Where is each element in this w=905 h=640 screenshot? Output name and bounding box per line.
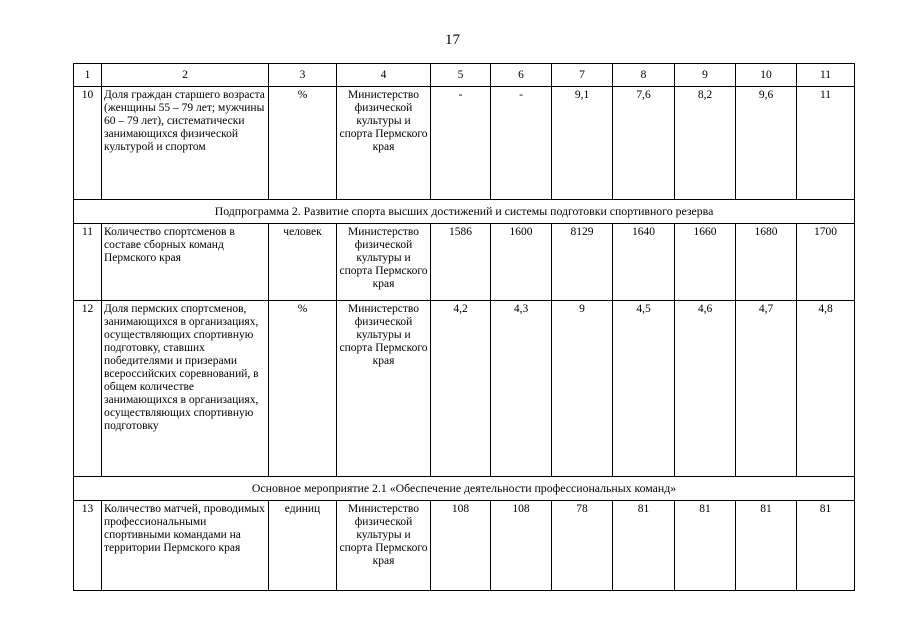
indicator-name: Доля пермских спортсменов, занимающихся в организациях, осуществляющих спортивную подготовку, ставших победителями и призерами всероссийских соревнований, в общем количестве занимающихся в организациях, осуществляющих спортивную подготовку — [102, 301, 269, 477]
table-row — [74, 224, 855, 301]
value-cell: 78 — [552, 501, 613, 591]
indicator-name: Количество матчей, проводимых профессиональными спортивными командами на территории Пермского края — [102, 501, 269, 591]
row-number: 13 — [74, 501, 102, 591]
header-cell: 3 — [269, 64, 337, 87]
table-row — [74, 301, 855, 477]
value-cell: 9 — [552, 301, 613, 477]
unit: человек — [269, 224, 337, 301]
section-row — [74, 200, 855, 224]
header-cell: 11 — [797, 64, 855, 87]
header-cell: 5 — [431, 64, 491, 87]
section-row — [74, 477, 855, 501]
value-cell: 108 — [491, 501, 552, 591]
value-cell: 8,2 — [675, 87, 736, 200]
indicator-name: Доля граждан старшего возраста (женщины 55 – 79 лет; мужчины 60 – 79 лет), систематически занимающихся физической культурой и спортом — [102, 87, 269, 200]
section-title: Подпрограмма 2. Развитие спорта высших достижений и системы подготовки спортивного резерва — [74, 200, 855, 224]
ministry: Министерство физической культуры и спорта Пермского края — [337, 224, 431, 301]
value-cell: 81 — [675, 501, 736, 591]
value-cell: 108 — [431, 501, 491, 591]
header-cell: 4 — [337, 64, 431, 87]
unit: % — [269, 301, 337, 477]
indicator-name: Количество спортсменов в составе сборных команд Пермского края — [102, 224, 269, 301]
value-cell: 81 — [613, 501, 675, 591]
value-cell: 1680 — [736, 224, 797, 301]
header-cell: 6 — [491, 64, 552, 87]
value-cell: 4,5 — [613, 301, 675, 477]
value-cell: 1660 — [675, 224, 736, 301]
unit: единиц — [269, 501, 337, 591]
indicators-table — [73, 63, 855, 591]
value-cell: 4,7 — [736, 301, 797, 477]
value-cell: - — [431, 87, 491, 200]
row-number: 11 — [74, 224, 102, 301]
ministry: Министерство физической культуры и спорта Пермского края — [337, 87, 431, 200]
value-cell: 9,1 — [552, 87, 613, 200]
value-cell: 4,8 — [797, 301, 855, 477]
value-cell: 81 — [797, 501, 855, 591]
ministry: Министерство физической культуры и спорта Пермского края — [337, 301, 431, 477]
value-cell: 9,6 — [736, 87, 797, 200]
table-row — [74, 87, 855, 200]
header-cell: 8 — [613, 64, 675, 87]
value-cell: 1600 — [491, 224, 552, 301]
value-cell: 11 — [797, 87, 855, 200]
header-row — [74, 64, 855, 87]
value-cell: 4,3 — [491, 301, 552, 477]
value-cell: 4,2 — [431, 301, 491, 477]
value-cell: 81 — [736, 501, 797, 591]
page-number: 17 — [445, 32, 460, 48]
row-number: 12 — [74, 301, 102, 477]
value-cell: - — [491, 87, 552, 200]
table-row — [74, 501, 855, 591]
value-cell: 7,6 — [613, 87, 675, 200]
value-cell: 1700 — [797, 224, 855, 301]
unit: % — [269, 87, 337, 200]
header-cell: 10 — [736, 64, 797, 87]
header-cell: 1 — [74, 64, 102, 87]
value-cell: 1586 — [431, 224, 491, 301]
header-cell: 7 — [552, 64, 613, 87]
ministry: Министерство физической культуры и спорта Пермского края — [337, 501, 431, 591]
header-cell: 2 — [102, 64, 269, 87]
section-title: Основное мероприятие 2.1 «Обеспечение деятельности профессиональных команд» — [74, 477, 855, 501]
value-cell: 8129 — [552, 224, 613, 301]
value-cell: 4,6 — [675, 301, 736, 477]
header-cell: 9 — [675, 64, 736, 87]
row-number: 10 — [74, 87, 102, 200]
value-cell: 1640 — [613, 224, 675, 301]
